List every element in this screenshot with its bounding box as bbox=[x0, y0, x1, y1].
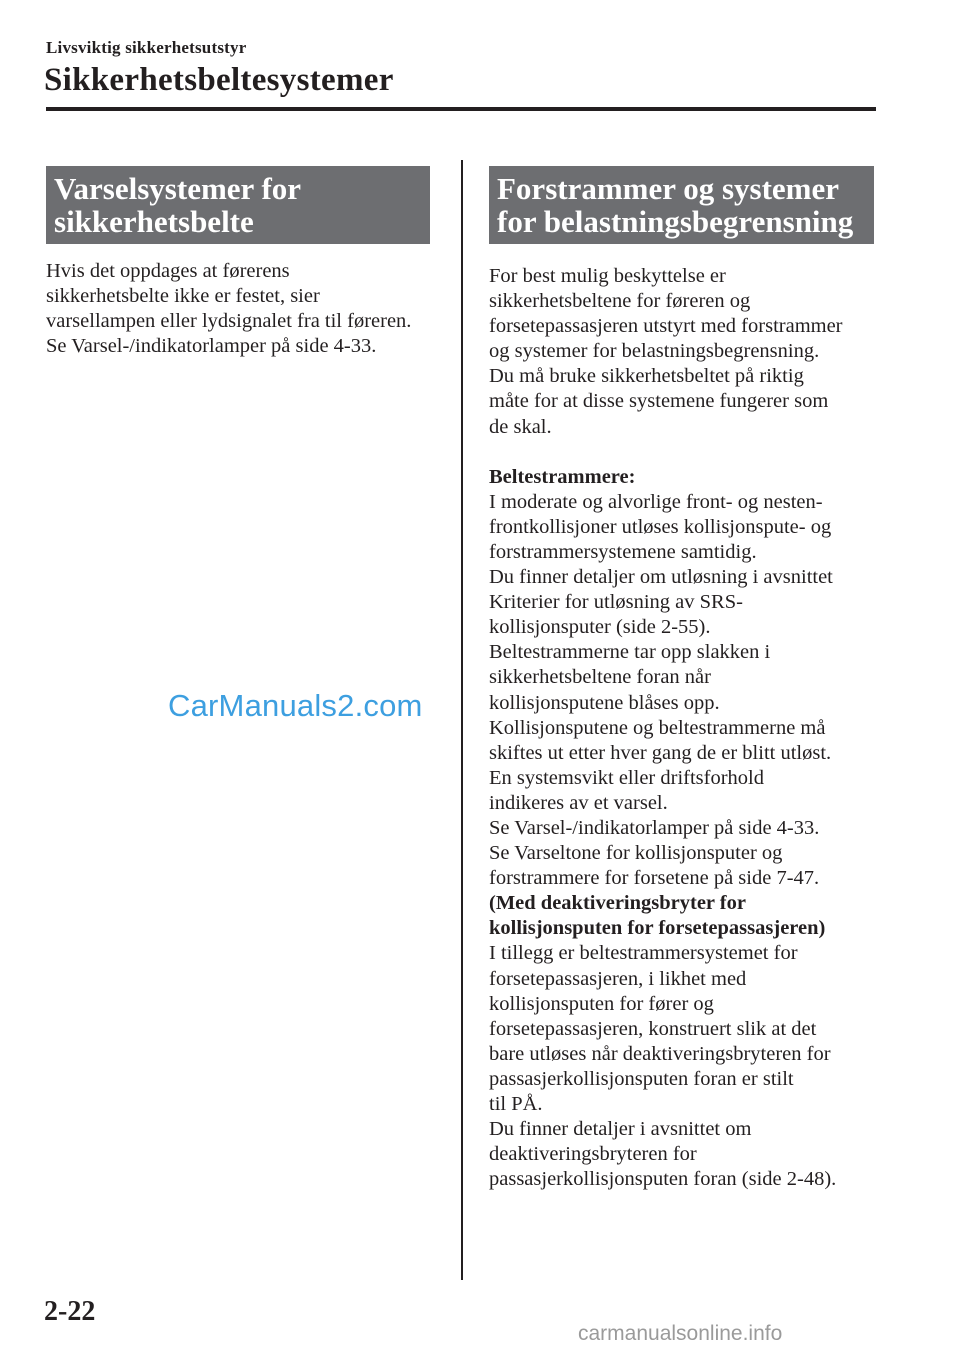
section-heading-pretensioners bbox=[489, 166, 874, 244]
section-heading-line: Forstrammer og systemer bbox=[497, 171, 839, 206]
body-line: Du finner detaljer om utløsning i avsnittet bbox=[489, 566, 833, 589]
section-heading-line: Varselsystemer for bbox=[54, 171, 302, 206]
body-line: bare utløses når deaktiveringsbryteren for bbox=[489, 1042, 831, 1065]
body-line: kollisjonsputene blåses opp. bbox=[489, 691, 720, 714]
subheading-deactivation-switch: kollisjonsputen for forsetepassasjeren) bbox=[489, 917, 826, 940]
body-line: sikkerhetsbelte ikke er festet, sier bbox=[46, 285, 320, 308]
body-line: En systemsvikt eller driftsforhold bbox=[489, 766, 764, 789]
body-line: Se Varsel-/indikatorlamper på side 4-33. bbox=[46, 335, 377, 358]
body-line: kollisjonsputen for fører og bbox=[489, 992, 714, 1015]
page-title: Sikkerhetsbeltesystemer bbox=[44, 62, 394, 98]
body-line: I moderate og alvorlige front- og nesten- bbox=[489, 490, 823, 513]
body-line: forsetepassasjeren, i likhet med bbox=[489, 967, 747, 990]
subheading-pretensioners: Beltestrammere: bbox=[489, 465, 636, 488]
body-line: Du finner detaljer i avsnittet om bbox=[489, 1118, 752, 1141]
seatbelt-warning-body bbox=[46, 259, 441, 359]
body-line: Se Varsel-/indikatorlamper på side 4-33. bbox=[489, 816, 820, 839]
body-line: og systemer for belastningsbegrensning. bbox=[489, 340, 820, 363]
breadcrumb: Livsviktig sikkerhetsutstyr bbox=[46, 38, 247, 57]
body-line: Kollisjonsputene og beltestrammerne må bbox=[489, 716, 826, 739]
body-line: Hvis det oppdages at førerens bbox=[46, 260, 290, 282]
body-line: I tillegg er beltestrammersystemet for bbox=[489, 942, 798, 965]
footer-site-link[interactable]: carmanualsonline.info bbox=[578, 1322, 783, 1345]
body-line: forstrammersystemene samtidig. bbox=[489, 540, 757, 563]
section-heading-line: for belastningsbegrensning bbox=[497, 204, 854, 239]
body-line: de skal. bbox=[489, 415, 552, 438]
pretensioner-body bbox=[489, 264, 881, 1192]
body-line: varsellampen eller lydsignalet fra til føreren. bbox=[46, 310, 412, 333]
body-line: passasjerkollisjonsputen foran (side 2-48). bbox=[489, 1168, 837, 1191]
body-line: forsetepassasjeren, konstruert slik at det bbox=[489, 1017, 817, 1040]
section-heading-line: sikkerhetsbelte bbox=[54, 204, 254, 239]
header-rule bbox=[46, 107, 876, 111]
watermark: CarManuals2.com bbox=[168, 688, 423, 723]
body-line: forsetepassasjeren utstyrt med forstrammer bbox=[489, 315, 843, 338]
body-line: sikkerhetsbeltene for føreren og bbox=[489, 290, 751, 313]
body-line: indikeres av et varsel. bbox=[489, 791, 668, 814]
body-line: kollisjonsputer (side 2-55). bbox=[489, 616, 711, 639]
body-line: måte for at disse systemene fungerer som bbox=[489, 390, 829, 413]
body-line: forstrammere for forsetene på side 7-47. bbox=[489, 867, 820, 890]
body-line: skiftes ut etter hver gang de er blitt utløst. bbox=[489, 741, 832, 764]
column-divider bbox=[461, 160, 463, 1280]
page-number: 2-22 bbox=[44, 1296, 96, 1327]
body-line: Kriterier for utløsning av SRS- bbox=[489, 591, 743, 614]
body-line: deaktiveringsbryteren for bbox=[489, 1143, 697, 1166]
subheading-deactivation-switch: (Med deaktiveringsbryter for bbox=[489, 892, 746, 915]
body-line: Beltestrammerne tar opp slakken i bbox=[489, 641, 771, 664]
body-line: For best mulig beskyttelse er bbox=[489, 265, 726, 287]
body-line: sikkerhetsbeltene foran når bbox=[489, 666, 711, 689]
body-line: frontkollisjoner utløses kollisjonspute- og bbox=[489, 515, 832, 538]
section-heading-seatbelt-warning bbox=[46, 166, 430, 244]
body-line: Se Varseltone for kollisjonsputer og bbox=[489, 842, 783, 865]
body-line: til PÅ. bbox=[489, 1093, 543, 1115]
body-line: Du må bruke sikkerhetsbeltet på riktig bbox=[489, 365, 804, 388]
paragraph-gap bbox=[489, 440, 881, 465]
body-line: passasjerkollisjonsputen foran er stilt bbox=[489, 1067, 794, 1090]
